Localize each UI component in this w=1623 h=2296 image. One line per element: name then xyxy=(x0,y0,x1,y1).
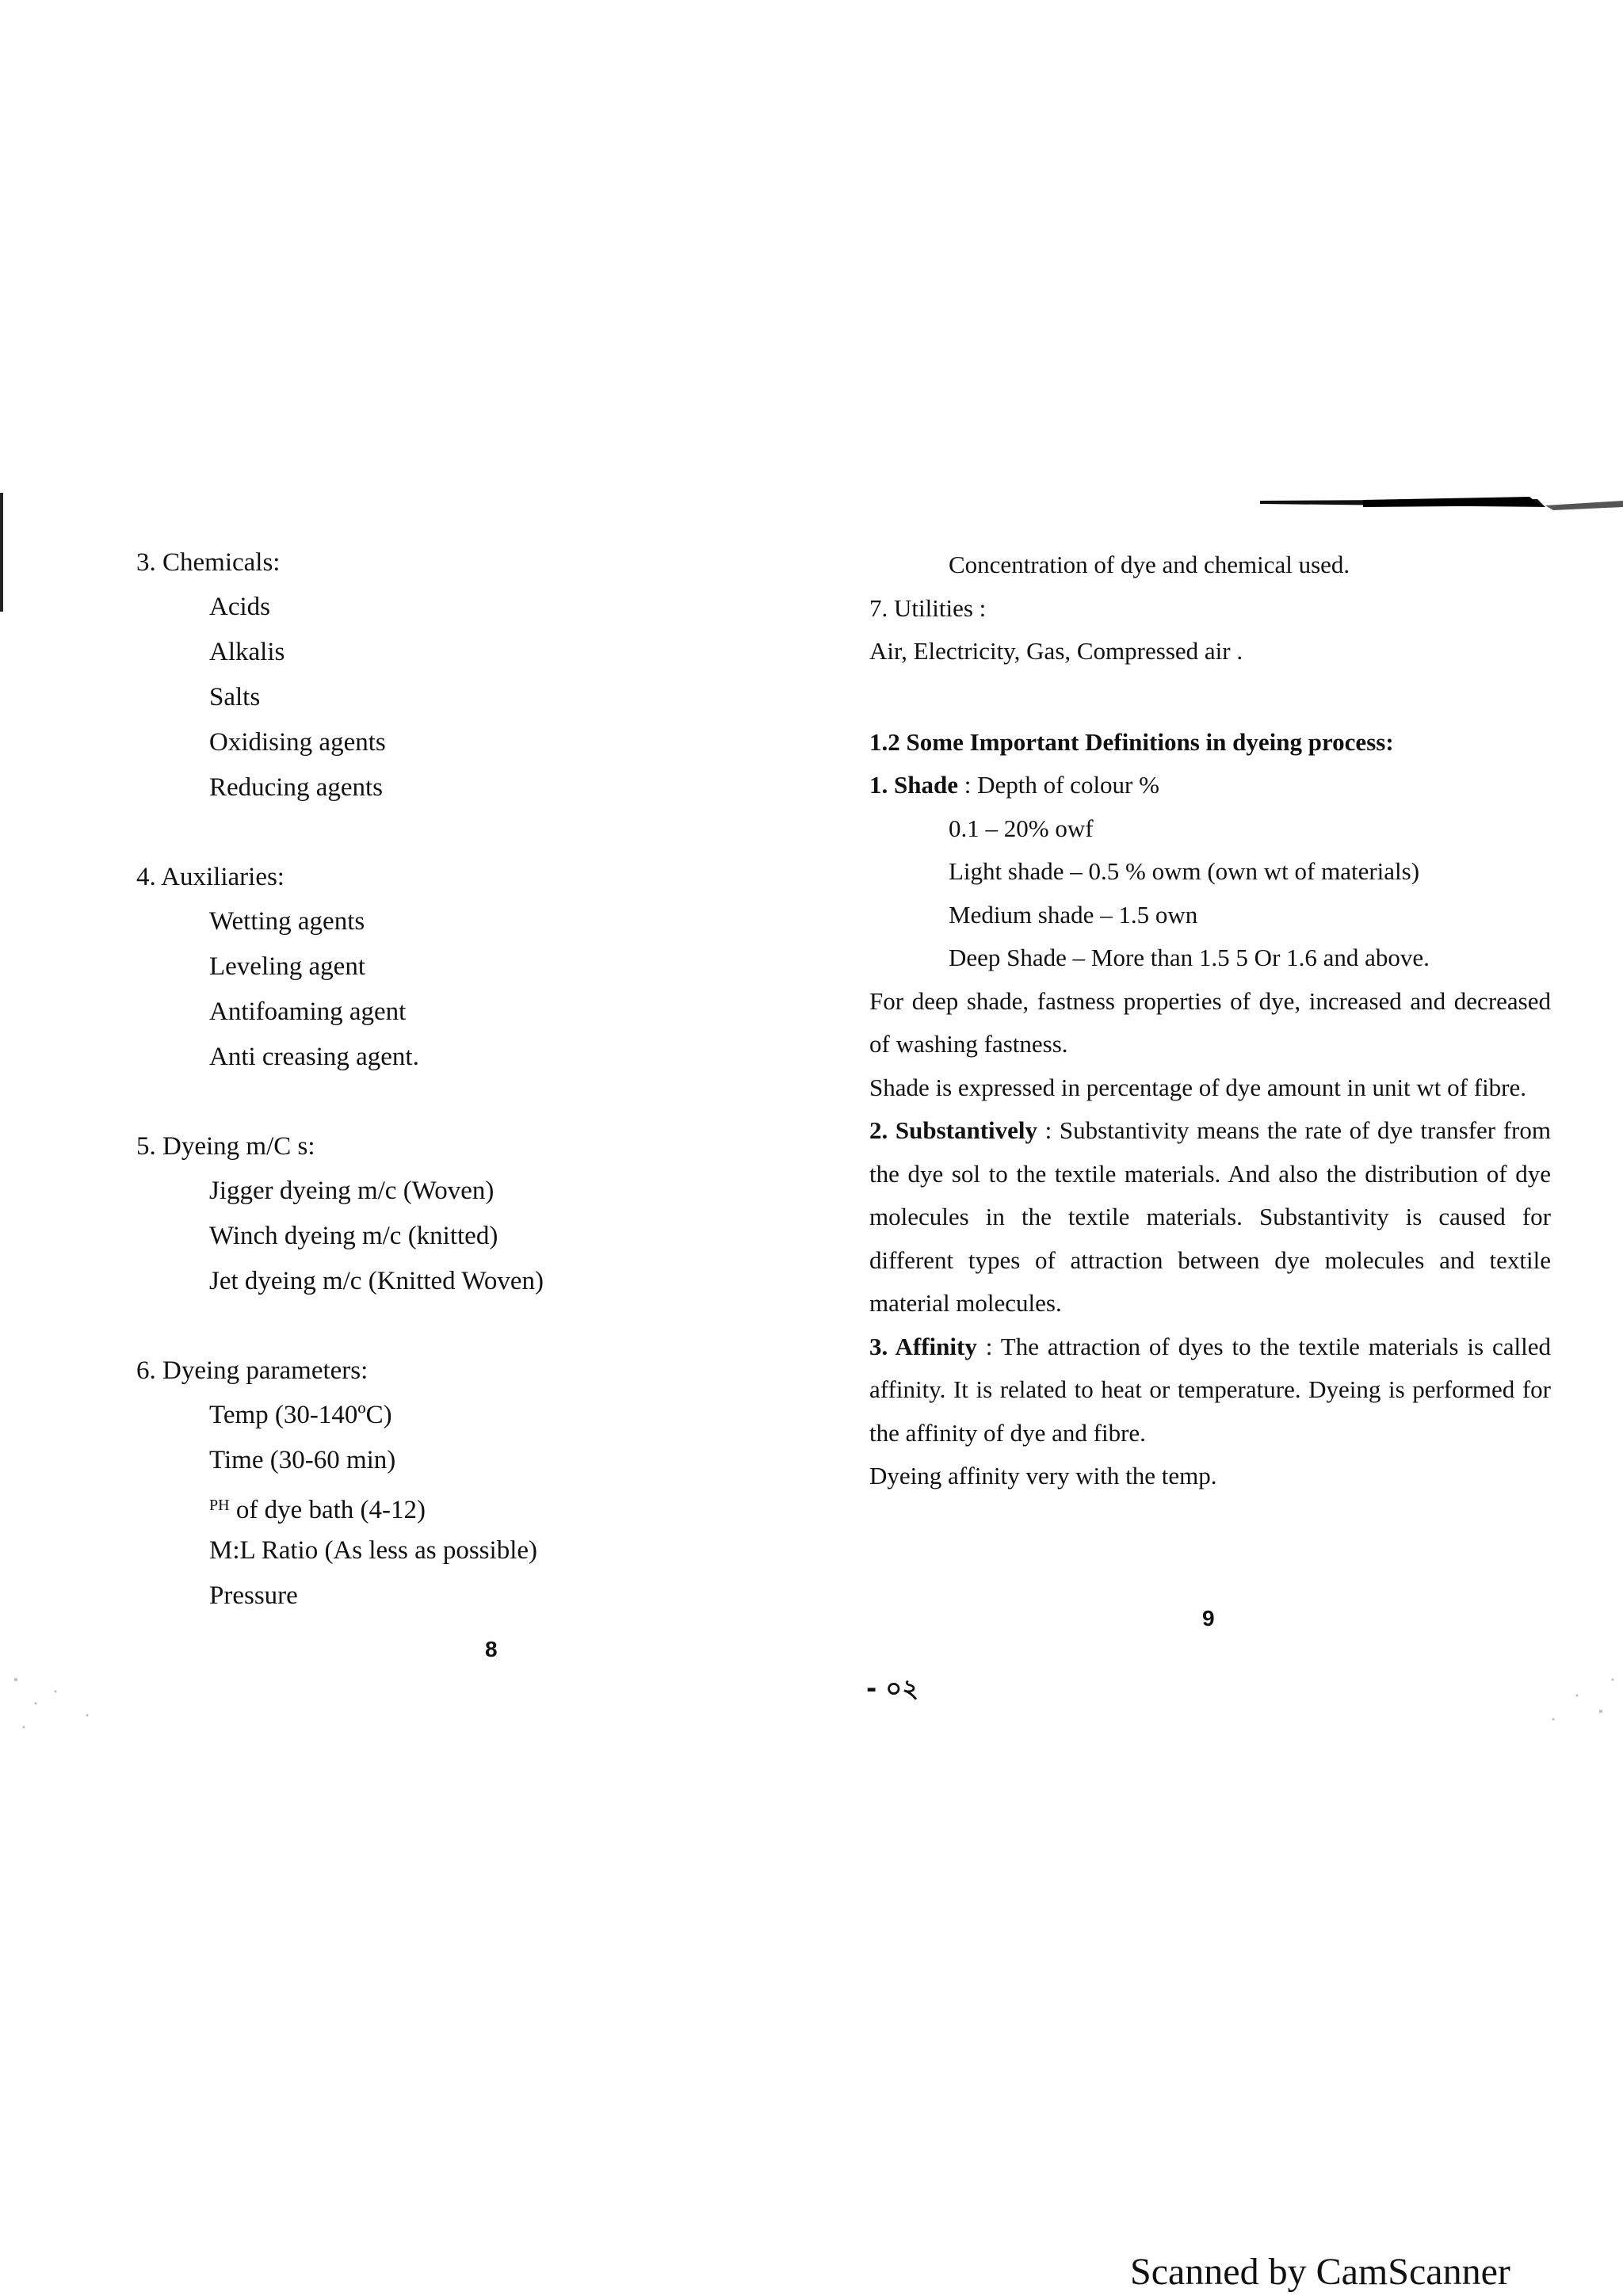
utilities-list: Air, Electricity, Gas, Compressed air . xyxy=(869,637,1243,665)
ph-superscript: PH xyxy=(209,1497,230,1514)
list-item: Alkalis xyxy=(209,638,285,666)
list-item: Oxidising agents xyxy=(209,728,386,757)
list-item: Reducing agents xyxy=(209,773,384,802)
section-heading: 5. Dyeing m/C s: xyxy=(136,1132,315,1161)
section-auxiliaries xyxy=(136,855,628,1080)
section-dyeing-machines xyxy=(136,1124,628,1304)
page-number-left: 8 xyxy=(485,1637,498,1661)
left-page-content xyxy=(136,540,628,1619)
section-heading: 4. Auxiliaries: xyxy=(136,863,285,891)
shade-paragraph: Shade is expressed in percentage of dye amount in unit wt of fibre. xyxy=(869,1073,1527,1101)
affinity-text: : The attraction of dyes to the textile materials is called affinity. It is related to heat or temperature. Dyeing is performed for the affinity of dye and fibre. xyxy=(869,1332,1551,1447)
shade-line: Medium shade – 1.5 own xyxy=(949,900,1198,929)
list-item: Time (30-60 min) xyxy=(209,1446,396,1474)
list-item: Pressure xyxy=(209,1581,298,1610)
affinity-label: 3. Affinity xyxy=(869,1332,977,1360)
utilities-heading: 7. Utilities : xyxy=(869,593,987,622)
definitions-heading: 1.2 Some Important Definitions in dyeing process: xyxy=(869,727,1394,756)
list-item: Anti creasing agent. xyxy=(209,1043,419,1071)
shade-line: Deep Shade – More than 1.5 5 Or 1.6 and above. xyxy=(949,944,1430,971)
page-number-right: 9 xyxy=(1202,1606,1215,1630)
substantively-definition xyxy=(869,1109,1551,1325)
handwritten-mark: - ০২ xyxy=(866,1673,919,1703)
section-heading: 3. Chemicals: xyxy=(136,548,281,577)
camscanner-watermark: Scanned by CamScanner xyxy=(1130,2251,1510,2293)
shade-definition xyxy=(869,764,1551,807)
list-item-ph xyxy=(136,1483,628,1528)
list-item: M:L Ratio (As less as possible) xyxy=(209,1536,537,1565)
shade-line: Light shade – 0.5 % owm (own wt of materials) xyxy=(949,857,1420,885)
substantively-text: : Substantivity means the rate of dye transfer from the dye sol to the textile materials. And also the distribution of dye molecules in the textile materials. Substantivity is caused for different types of attraction between dye molecules and textile material molecules. xyxy=(869,1116,1551,1317)
section-chemicals xyxy=(136,540,628,810)
list-item: Salts xyxy=(209,683,261,711)
list-item: Wetting agents xyxy=(209,907,365,936)
right-page-content xyxy=(869,543,1551,1498)
shade-text: : Depth of colour % xyxy=(957,771,1159,799)
list-item: Antifoaming agent xyxy=(209,997,407,1026)
section-dyeing-parameters xyxy=(136,1348,628,1619)
list-item: Temp (30-140ºC) xyxy=(209,1401,392,1429)
section-heading: 6. Dyeing parameters: xyxy=(136,1356,369,1385)
closing-line: Dyeing affinity very with the temp. xyxy=(869,1462,1217,1489)
affinity-definition xyxy=(869,1325,1551,1455)
list-item: Jigger dyeing m/c (Woven) xyxy=(209,1177,495,1205)
list-item: Winch dyeing m/c (knitted) xyxy=(209,1222,498,1250)
list-item: Leveling agent xyxy=(209,952,366,981)
continuation-line: Concentration of dye and chemical used. xyxy=(949,551,1350,578)
shade-line: 0.1 – 20% owf xyxy=(949,814,1094,842)
list-item: Jet dyeing m/c (Knitted Woven) xyxy=(209,1267,544,1295)
ph-text: of dye bath (4-12) xyxy=(235,1496,426,1524)
shade-paragraph: For deep shade, fastness properties of dye, increased and decreased of washing fastness. xyxy=(869,986,1551,1058)
shade-label: 1. Shade xyxy=(869,771,958,799)
substantively-label: 2. Substantively xyxy=(869,1116,1038,1144)
list-item: Acids xyxy=(209,593,270,621)
